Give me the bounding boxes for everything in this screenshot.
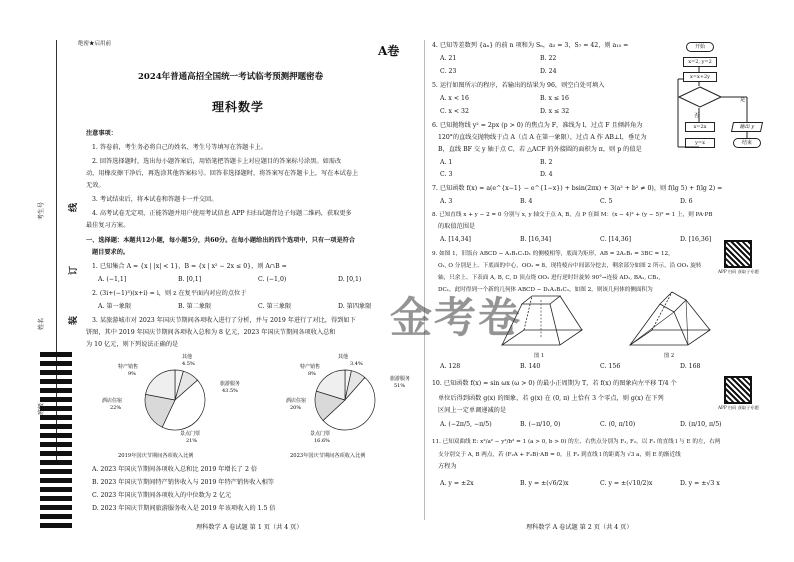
page-divider: [424, 40, 425, 520]
section-1: 一、选择题：本题共12小题，每小题5分，共60分。在每小题给出的四个选项中，只有一项是符合: [86, 237, 356, 244]
notice-4: 4. 高考试卷无定项，正能答题并用户使用考试信息 APP 扫扫试题背边子每题二维码，获取更多: [92, 210, 352, 217]
q9-opt-d: D. 168: [680, 363, 701, 370]
side-label-examno: 考生号: [38, 201, 45, 220]
binding-stripe: [40, 370, 72, 375]
pie-chart-2019: [100, 350, 250, 450]
flow-end: 结束: [733, 138, 761, 148]
q8-opt-d: D. [16,36]: [680, 236, 712, 243]
q2-opt-b: B. 第二象限: [178, 303, 212, 310]
q11-stem-a: 11. 已知双曲线 E: x²/a² − y²/b² = 1 (a > 0, b > 0) 的左、右焦点分别为 F₁, F₂，以 F₁ 的直线 l 与 E 的左，右两: [432, 439, 721, 445]
q3-opt-d: D. 2023 年国庆节期间旅游服务收入是 2019 年该项收入的 1.5 倍: [92, 505, 276, 512]
q8-opt-b: B. [16,34]: [520, 236, 552, 243]
qr2-caption: APP 扫码 获取子专题: [718, 405, 759, 410]
q10-opt-d: D. (π/10, π/5): [680, 421, 722, 428]
binding-stripe: [40, 514, 72, 519]
q6-stem-b: 120°的直线交抛物线于点 A（点 A 在第一象限），过点 A 作 AB⊥l，垂足为: [438, 134, 647, 141]
pie1-label-tour: 旅游服务: [220, 381, 241, 387]
q7-opt-a: A. 3: [440, 198, 453, 205]
flow-no: 否: [694, 113, 700, 119]
pie1-caption: 2019年国庆节期间各项收入比例: [118, 453, 194, 459]
q5-opt-b: B. x ≤ 16: [540, 95, 569, 102]
q2-opt-a: A. 第一象限: [98, 303, 132, 310]
side-label-name: 姓名: [38, 317, 45, 330]
figure-2-caption: 图 2: [664, 353, 675, 359]
q8-stem-a: 8. 已知直线 x + y − 2 = 0 分别与 x, y 轴交于点 A, B，点 P 在圆 M：(x − 4)² + (y − 5)² = 1 上，则 PA·PB: [432, 212, 713, 218]
pie2-label-tour: 旅游服务: [390, 376, 411, 382]
q11-stem-c: 方程为: [438, 463, 457, 470]
pie2-label-other: 其他: [338, 354, 349, 360]
binding-stripe: [40, 505, 72, 510]
binding-stripe: [40, 352, 72, 357]
binding-stripe: [40, 523, 72, 528]
flow-assign: y=x: [685, 138, 715, 148]
q10-stem-a: 10. 已知函数 f(x) = sin ωx (ω > 0) 的最小正周期为 T，若 f(x) 的图象向左平移 T/4 个: [432, 380, 677, 387]
exam-title: 2024年普通高招全国统一考试临考预测押题密卷: [138, 72, 324, 82]
q7-opt-c: C. 5: [600, 198, 613, 205]
q9-opt-a: A. 128: [440, 363, 461, 370]
binding-stripe: [40, 442, 72, 447]
pie2-label-ticket: 景点门票: [310, 431, 331, 437]
q5-stem: 5. 运行如图所示的程序，若输出的结果为 96，则空白处可填入: [432, 82, 605, 89]
binding-stripe: [40, 478, 72, 483]
qr1-caption: APP 扫码 获取子专题: [718, 269, 759, 274]
q3-stem-b: 饼图，其中 2019 年国庆节期间各项收入总和为 8 亿元，2023 年国庆节期间各项收入总和: [86, 329, 336, 336]
qr-code-1[interactable]: [724, 240, 752, 268]
q9-opt-c: C. 156: [600, 363, 621, 370]
binding-stripe: [40, 487, 72, 492]
flow-init: x=2, y=2: [683, 57, 717, 67]
flow-yes: 是: [740, 97, 746, 103]
figure-2-solid: [620, 290, 720, 355]
q10-opt-b: B. (−π/10, 0): [520, 421, 561, 428]
binding-stripe: [40, 379, 72, 384]
qr-code-2[interactable]: [724, 376, 752, 404]
binding-stripe: [40, 415, 72, 420]
binding-stripe: [40, 433, 72, 438]
q11-opt-c: C. y = ±(√10/2)x: [600, 480, 653, 487]
q1-opt-a: A. (−1,1]: [98, 276, 127, 283]
flow-start: 开始: [686, 42, 714, 52]
binding-stripe: [40, 496, 72, 501]
pie2-value-specialty: 8%: [308, 371, 316, 377]
pie1-label-specialty: 特产销售: [118, 364, 139, 370]
q3-stem-c: 为 10 亿元，则下列说法正确的是: [86, 341, 179, 348]
pie1-label-ticket: 景点门票: [180, 431, 201, 437]
q9-stem-a: 9. 如图 1，旧饭台 ABCD − A₁B₁C₁D₁ 的侧棱相等，底面为矩形，AB = 2A₁B₁ = 3BC = 12，: [432, 251, 674, 257]
q8-opt-c: C. [14,36]: [600, 236, 631, 243]
q3-opt-c: C. 2023 年国庆节期间各项收入的中位数为 2 亿元: [92, 492, 232, 499]
pie2-value-tour: 51%: [394, 383, 406, 389]
notice-2c: 无效。: [86, 182, 105, 189]
q4-opt-a: A. 21: [440, 55, 457, 62]
page2-footer: 理科数学 A 卷试题 第 2 页（共 4 页）: [526, 524, 633, 531]
notice-2: 2. 回答选择题时，选出每小题答案后，用铅笔把答题卡上对应题目的答案标号涂黑。如需改: [92, 158, 342, 165]
q1-stem: 1. 已知集合 A = {x | |x| < 1}，B = {x | x² − 2x ≤ 0}，则 A∩B =: [92, 263, 287, 270]
q6-opt-a: A. 1: [440, 159, 453, 166]
subject-title: 理科数学: [212, 100, 265, 114]
pie1-value-other: 4.5%: [182, 361, 195, 367]
q8-stem-b: 的取值范围是: [438, 223, 476, 230]
q9-opt-b: B. 140: [520, 363, 541, 370]
pie2-value-other: 3.4%: [350, 361, 363, 367]
section-1b: 题目要求的。: [92, 249, 130, 256]
pie2-label-hotel: 酒店住宿: [286, 398, 307, 404]
q4-opt-c: C. 23: [440, 68, 457, 75]
q11-opt-b: B. y = ±(√6/2)x: [520, 480, 569, 487]
q2-opt-c: C. 第三象限: [258, 303, 292, 310]
pie2-value-hotel: 20%: [290, 405, 302, 411]
watermark: 金考卷: [390, 293, 523, 342]
q6-stem-c: B，直线 BF 交 y 轴于点 C，若 △ACF 的外接圆的面积为 π，则 p 的值是: [438, 146, 642, 153]
q5-opt-a: A. x < 16: [440, 95, 469, 102]
pie1-value-ticket: 21%: [186, 438, 198, 444]
q11-stem-b: 支分别交于 A, B 两点，若 (F₂A + F₂B)·AB = 0，且 F₂ 到直线 l 的距离为 √3 a，则 E 的渐近线: [438, 452, 681, 458]
q9-stem-d: DC₁，此时得到一个新的几何体 ABCD − D₁A₁B₁C₁，如图 2，则该几何体的侧面积为: [438, 287, 653, 293]
q3-opt-a: A. 2023 年国庆节期间各项收入总和比 2019 年增长了 2 倍: [92, 466, 258, 473]
q5-opt-c: C. x < 32: [440, 108, 469, 115]
pie1-label-hotel: 酒店住宿: [102, 398, 123, 404]
notice-head: 注意事项：: [86, 130, 117, 137]
q3-stem-a: 3. 某旅游城市对 2023 年国庆节期间各项收入进行了分析，并与 2019 年进行了对比，得到如下: [92, 317, 356, 324]
q4-opt-d: D. 24: [540, 68, 557, 75]
q10-opt-a: A. (−2π/5, −π/5): [440, 421, 492, 428]
flow-double: x=2x: [685, 122, 715, 132]
q6-opt-b: B. 2: [540, 159, 553, 166]
flow-output: 输出 y: [731, 122, 763, 132]
pie1-value-hotel: 22%: [110, 405, 122, 411]
q10-stem-c: 区间上一定单调递减的是: [438, 407, 507, 414]
secret-tag: 绝密★启用前: [78, 41, 112, 47]
q10-opt-c: C. (0, π/10): [600, 421, 636, 428]
q1-opt-d: D. [0,1): [338, 276, 362, 283]
q9-stem-b: O₁, O 分别是上、下底面的中心，OO₁ = 8，现将棱台中间部分挖去，剩余部分如图 2 所示，沿 OO₁ 旋转: [438, 263, 702, 269]
binding-stripe: [40, 397, 72, 402]
binding-stripe: [40, 424, 72, 429]
pie1-label-other: 其他: [182, 354, 193, 360]
pie2-caption: 2023年国庆节期间各项收入比例: [290, 453, 366, 459]
juan-label: A卷: [378, 44, 400, 58]
q1-opt-c: C. (−1,0): [258, 276, 287, 283]
side-label-order: 订: [69, 265, 79, 275]
q11-opt-a: A. y = ±2x: [440, 480, 474, 487]
pie2-label-specialty: 特产销售: [300, 364, 321, 370]
q2-stem: 2. (3i+(−1)³)(x+i) = i，则 z 在复平面内对应的点位于: [92, 290, 247, 297]
side-label-bind: 装: [69, 315, 79, 325]
q4-opt-b: B. 22: [540, 55, 557, 62]
q9-stem-c: 轴，只余上、下表面 A, B, C, D 顶点绕 OO₁ 进行逆时针旋转 90°→连接 AD₁, BA₁, CB₁,: [438, 275, 661, 281]
pie1-value-tour: 43.5%: [222, 388, 238, 394]
q5-opt-d: D. x ≤ 32: [540, 108, 570, 115]
q4-stem: 4. 已知等差数列 {aₙ} 的前 n 项和为 Sₙ，a₃ = 3，S₇ = 42，则 a₁₀ =: [432, 42, 629, 49]
q6-opt-d: D. 4: [540, 171, 553, 178]
figure-1-caption: 图 1: [534, 353, 545, 359]
q10-stem-b: 单位后得到函数 g(x) 的图象，若 g(x) 在 (0, π) 上恰有 3 个零点，则 g(x) 在下列: [438, 395, 664, 402]
q3-opt-b: B. 2023 年国庆节期间特产销售收入与 2019 年特产销售收入相等: [92, 479, 274, 486]
pie-slice-4: [146, 370, 175, 400]
q7-stem: 7. 已知函数 f(x) = a(e^{x−1} − e^{1−x}) + bsin(2πx) + 3(a² + b² ≠ 0)，则 f(lg 5) + f(lg 2) =: [432, 185, 723, 192]
q7-opt-d: D. 6: [680, 198, 693, 205]
binding-stripe: [40, 361, 72, 366]
q1-opt-b: B. [0,1]: [178, 276, 202, 283]
notice-1: 1. 答卷前，考生务必将自己的姓名、考生号等填写在答题卡上。: [92, 144, 267, 151]
binding-stripe: [40, 451, 72, 456]
pie-chart-2023: [270, 350, 420, 450]
q6-stem-a: 6. 已知抛物线 y² = 2px (p > 0) 的焦点为 F，准线为 l，过点 F 且倾斜角为: [432, 122, 643, 129]
side-label-class: 班级: [38, 402, 45, 415]
binding-stripe: [40, 469, 72, 474]
q11-opt-d: D. y = ±√3 x: [680, 480, 720, 487]
binding-stripe: [40, 388, 72, 393]
page1-footer: 理科数学 A 卷试题 第 1 页（共 4 页）: [196, 524, 303, 531]
notice-2b: 动，用橡皮擦干净后，再选涂其他答案标号。回答非选择题时，将答案写在答题卡上，写在本试卷上: [86, 170, 359, 177]
binding-stripe: [40, 460, 72, 465]
side-label-line: 线: [69, 202, 79, 212]
q7-opt-b: B. 4: [520, 198, 533, 205]
notice-4b: 最佳复习方案。: [86, 222, 130, 229]
flow-update: x=x+2y: [683, 72, 717, 82]
q6-opt-c: C. 3: [440, 171, 453, 178]
q8-opt-a: A. [14,34]: [440, 236, 471, 243]
q2-opt-d: D. 第四象限: [338, 303, 372, 310]
notice-3: 3. 考试结束后，将本试卷和答题卡一并交回。: [92, 196, 218, 203]
flow-arrows: [672, 48, 772, 152]
pie1-value-specialty: 9%: [128, 371, 136, 377]
pie2-value-ticket: 16.6%: [314, 438, 330, 444]
